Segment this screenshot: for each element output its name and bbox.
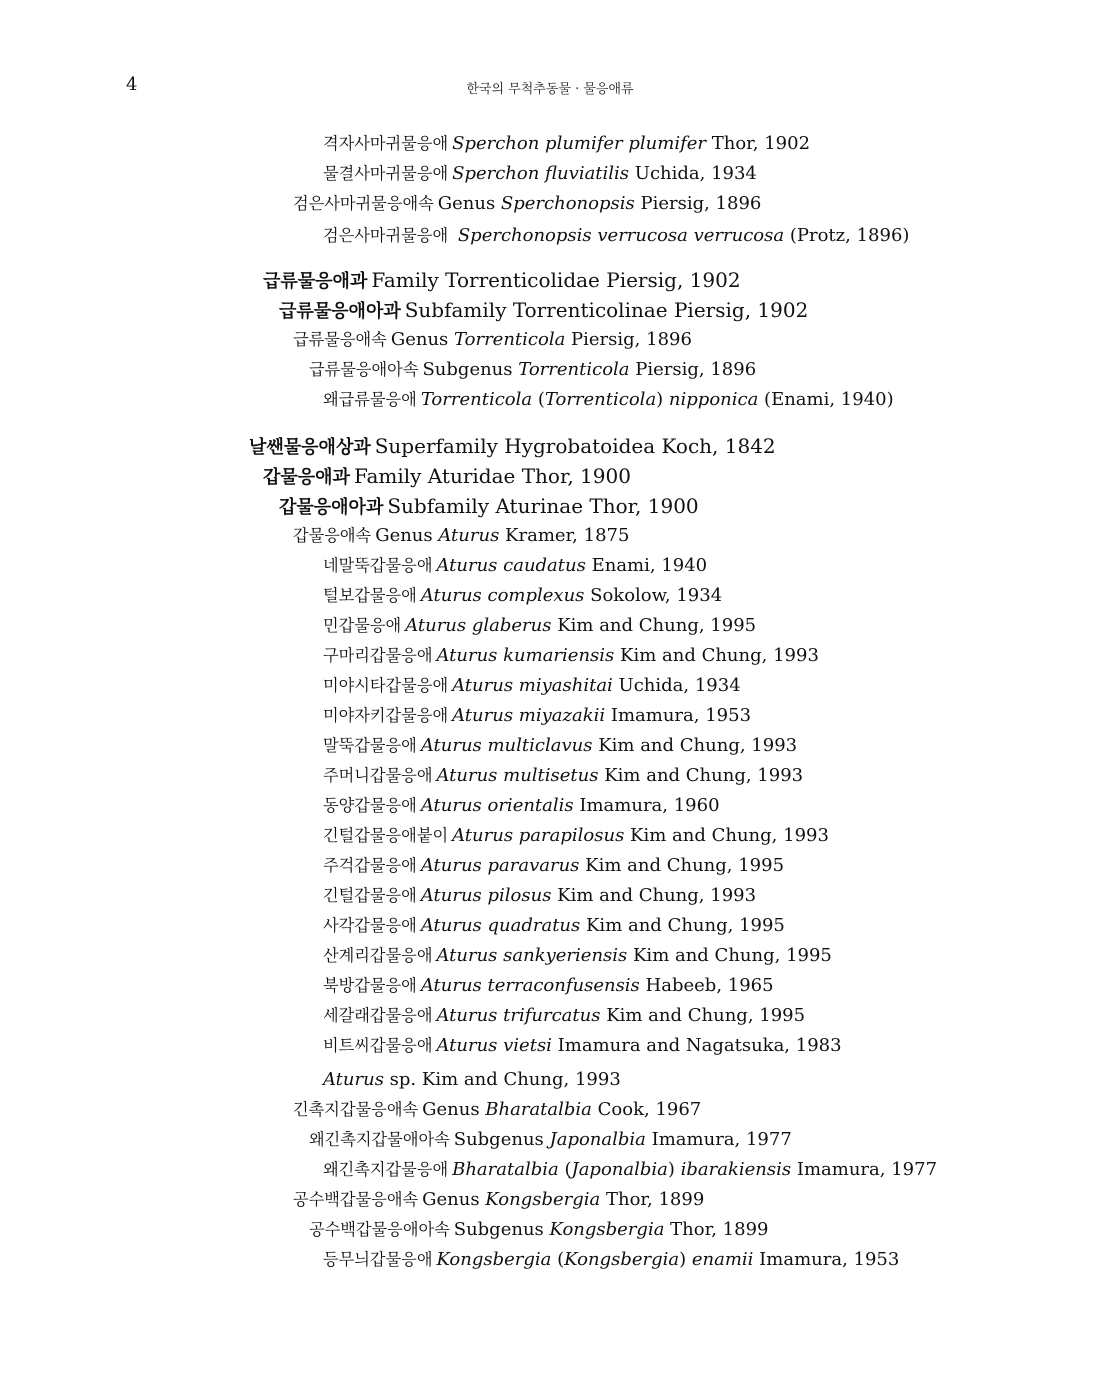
running-header: 한국의 무척추동물 · 물응애류: [466, 82, 634, 97]
authority-text: Uchida, 1934: [629, 163, 757, 184]
authority-text: Genus: [422, 1099, 486, 1120]
taxon-entry: [309, 358, 756, 382]
authority-text: Imamura and Nagatsuka, 1983: [551, 1035, 842, 1056]
korean-name: 검은사마귀물응애속: [293, 194, 434, 213]
korean-name: 네말뚝갑물응애: [323, 556, 433, 575]
taxon-entry: [323, 884, 756, 908]
korean-name: 공수백갑물응애속: [293, 1190, 419, 1209]
authority-text: (: [532, 389, 545, 410]
scientific-name: Torrenticola: [518, 359, 630, 380]
taxon-entry: [323, 554, 707, 578]
taxon-entry: [323, 704, 751, 728]
scientific-name: nipponica: [668, 389, 759, 410]
scientific-name: Aturus terraconfusensis: [420, 975, 640, 996]
korean-name: 왜긴촉지갑물응애: [323, 1160, 449, 1179]
korean-name: 비트씨갑물응애: [323, 1036, 433, 1055]
korean-name: 북방갑물응애: [323, 976, 417, 995]
taxon-entry: [323, 674, 741, 698]
scientific-name: Aturus multiclavus: [420, 735, 593, 756]
scientific-name: Aturus caudatus: [436, 555, 586, 576]
korean-name: 말뚝갑물응애: [323, 736, 417, 755]
authority-text: (: [558, 1159, 572, 1180]
authority-text: Kim and Chung, 1993: [598, 765, 804, 786]
scientific-name: Kongsbergia: [436, 1249, 552, 1270]
authority-text: Subgenus: [422, 359, 519, 380]
scientific-name: Kongsbergia: [549, 1219, 665, 1240]
korean-name: 털보갑물응애: [323, 586, 417, 605]
korean-name: 긴털갑물응애: [323, 886, 417, 905]
authority-text: Kim and Chung, 1995: [600, 1005, 806, 1026]
authority-text: Kim and Chung, 1993: [624, 825, 829, 846]
scientific-name: Sperchonopsis verrucosa verrucosa: [457, 225, 785, 246]
scientific-name: Aturus: [323, 1069, 384, 1090]
authority-text: Subgenus: [453, 1219, 550, 1240]
korean-name: 긴촉지갑물응애속: [293, 1100, 419, 1119]
taxon-entry: [279, 298, 808, 324]
scientific-name: Aturus multisetus: [436, 765, 599, 786]
taxon-entry: [309, 1128, 792, 1152]
taxon-entry: [323, 132, 810, 156]
korean-name: 물결사마귀물응애: [323, 164, 449, 183]
authority-text: Genus: [375, 525, 439, 546]
taxon-entry: [323, 1034, 842, 1058]
authority-text: Imamura, 1977: [791, 1159, 938, 1180]
taxon-entry: [323, 162, 757, 186]
taxon-entry: [323, 824, 829, 848]
authority-text: Family Aturidae Thor, 1900: [353, 464, 631, 488]
korean-name: 날쌘물응애상과: [249, 437, 371, 458]
korean-name: 미야시타갑물응애: [323, 676, 449, 695]
korean-name: 공수백갑물응애아속: [309, 1220, 450, 1239]
scientific-name: Kongsbergia: [485, 1189, 601, 1210]
authority-text: (: [551, 1249, 565, 1270]
authority-text: ): [656, 389, 669, 410]
taxon-entry: [323, 1248, 899, 1272]
korean-name: 검은사마귀물응애: [323, 226, 449, 245]
scientific-name: Bharatalbia: [452, 1159, 559, 1180]
scientific-name: Aturus parapilosus: [452, 825, 625, 846]
scientific-name: ibarakiensis: [680, 1159, 792, 1180]
korean-name: 구마리갑물응애: [323, 646, 433, 665]
korean-name: 갑물응애아과: [279, 497, 384, 518]
taxon-entry: [323, 584, 722, 608]
authority-text: Subfamily Torrenticolinae Piersig, 1902: [404, 298, 809, 322]
scientific-name: Aturus pilosus: [420, 885, 552, 906]
korean-name: 왜긴촉지갑물애아속: [309, 1130, 450, 1149]
authority-text: Kim and Chung, 1995: [579, 855, 785, 876]
taxon-entry: [323, 914, 785, 938]
authority-text: Kim and Chung, 1993: [614, 645, 819, 666]
authority-text: Genus: [437, 193, 501, 214]
authority-text: Piersig, 1896: [629, 359, 757, 380]
authority-text: Thor, 1899: [600, 1189, 705, 1210]
korean-name: 민갑물응애: [323, 616, 402, 635]
authority-text: Imamura, 1953: [753, 1249, 900, 1270]
scientific-name: Torrenticola: [544, 389, 657, 410]
authority-text: Imamura, 1953: [605, 705, 752, 726]
scientific-name: Aturus orientalis: [420, 795, 574, 816]
authority-text: Kramer, 1875: [499, 525, 630, 546]
authority-text: (Enami, 1940): [758, 389, 894, 410]
taxon-entry: [323, 794, 720, 818]
korean-name: 사각갑물응애: [323, 916, 417, 935]
authority-text: Kim and Chung, 1993: [551, 885, 757, 906]
korean-name: 동양갑물응애: [323, 796, 417, 815]
authority-text: Subfamily Aturinae Thor, 1900: [387, 494, 699, 518]
scientific-name: Japonalbia: [571, 1159, 668, 1180]
scientific-name: Sperchonopsis: [500, 193, 635, 214]
authority-text: Imamura, 1960: [573, 795, 720, 816]
korean-name: 등무늬갑물응애: [323, 1250, 433, 1269]
taxon-entry: [323, 614, 756, 638]
taxon-entry: [279, 494, 699, 520]
taxon-entry: [293, 328, 692, 352]
taxon-entry: [293, 1098, 701, 1122]
authority-text: Habeeb, 1965: [639, 975, 774, 996]
authority-text: Piersig, 1896: [634, 193, 762, 214]
scientific-name: Aturus complexus: [420, 585, 585, 606]
authority-text: Uchida, 1934: [612, 675, 741, 696]
taxon-entry: [323, 644, 819, 668]
taxon-entry: [293, 1188, 704, 1212]
taxon-entry: [323, 854, 784, 878]
authority-text: Thor, 1899: [664, 1219, 769, 1240]
authority-text: (Protz, 1896): [784, 225, 910, 246]
korean-name: 급류물응애아과: [279, 301, 401, 322]
taxon-entry: [293, 192, 761, 216]
authority-text: Enami, 1940: [585, 555, 708, 576]
authority-text: sp. Kim and Chung, 1993: [383, 1069, 621, 1090]
scientific-name: Aturus trifurcatus: [436, 1005, 601, 1026]
authority-text: Kim and Chung, 1995: [627, 945, 832, 966]
authority-text: Piersig, 1896: [565, 329, 692, 350]
taxon-entry: [323, 974, 774, 998]
scientific-name: Bharatalbia: [485, 1099, 592, 1120]
taxon-entry: [263, 268, 741, 294]
scientific-name: Torrenticola: [454, 329, 566, 350]
scientific-name: Aturus glaberus: [405, 615, 552, 636]
taxon-entry: [323, 944, 832, 968]
scientific-name: Aturus paravarus: [420, 855, 580, 876]
taxon-entry: [293, 524, 629, 548]
scientific-name: Aturus miyazakii: [452, 705, 606, 726]
authority-text: ): [667, 1159, 681, 1180]
authority-text: Genus: [390, 329, 455, 350]
korean-name: 급류물응애과: [263, 271, 368, 292]
korean-name: 갑물응애과: [263, 467, 350, 488]
scientific-name: Japonalbia: [549, 1129, 646, 1150]
authority-text: Subgenus: [453, 1129, 550, 1150]
korean-name: 왜급류물응애: [323, 390, 417, 409]
authority-text: ): [679, 1249, 692, 1270]
scientific-name: Torrenticola: [420, 389, 533, 410]
taxon-entry: [323, 1068, 621, 1092]
scientific-name: Aturus sankyeriensis: [436, 945, 628, 966]
korean-name: 미야자키갑물응애: [323, 706, 449, 725]
scientific-name: Kongsbergia: [564, 1249, 680, 1270]
authority-text: Superfamily Hygrobatoidea Koch, 1842: [374, 434, 776, 458]
taxon-entry: [249, 434, 776, 460]
authority-text: Family Torrenticolidae Piersig, 1902: [371, 268, 741, 292]
taxon-entry: [323, 734, 797, 758]
taxon-entry: [323, 224, 909, 248]
korean-name: 산계리갑물응애: [323, 946, 433, 965]
scientific-name: Aturus: [438, 525, 500, 546]
authority-text: Sokolow, 1934: [584, 585, 723, 606]
scientific-name: Aturus miyashitai: [452, 675, 613, 696]
korean-name: 긴털갑물응애붙이: [323, 826, 449, 845]
scientific-name: Aturus kumariensis: [436, 645, 615, 666]
scientific-name: enamii: [691, 1249, 754, 1270]
authority-text: Kim and Chung, 1995: [580, 915, 785, 936]
korean-name: 급류물응애속: [293, 330, 387, 349]
korean-name: 갑물응애속: [293, 526, 372, 545]
taxon-entry: [263, 464, 631, 490]
korean-name: 주머니갑물응애: [323, 766, 433, 785]
authority-text: Genus: [422, 1189, 486, 1210]
korean-name: 급류물응애아속: [309, 360, 419, 379]
korean-name: 격자사마귀물응애: [323, 134, 449, 153]
scientific-name: Aturus vietsi: [436, 1035, 552, 1056]
authority-text: Kim and Chung, 1995: [551, 615, 757, 636]
taxon-entry: [323, 1004, 805, 1028]
taxon-entry: [309, 1218, 769, 1242]
taxon-entry: [323, 764, 803, 788]
taxon-entry: [323, 388, 894, 412]
page-number: 4: [126, 74, 138, 95]
authority-text: Thor, 1902: [706, 133, 811, 154]
scientific-name: Sperchon plumifer plumifer: [452, 133, 706, 154]
authority-text: Imamura, 1977: [645, 1129, 792, 1150]
korean-name: 세갈래갑물응애: [323, 1006, 433, 1025]
authority-text: Cook, 1967: [591, 1099, 702, 1120]
korean-name: 주걱갑물응애: [323, 856, 417, 875]
authority-text: Kim and Chung, 1993: [592, 735, 798, 756]
taxon-entry: [323, 1158, 937, 1182]
scientific-name: Sperchon fluviatilis: [452, 163, 630, 184]
scientific-name: Aturus quadratus: [420, 915, 581, 936]
